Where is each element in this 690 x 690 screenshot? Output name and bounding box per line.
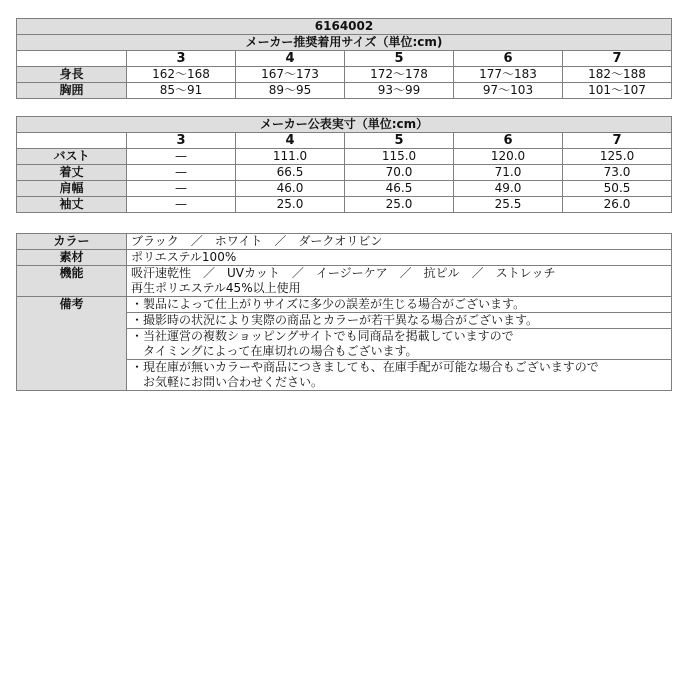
row-label-length: 着丈 (17, 165, 127, 181)
table-cell: 50.5 (563, 181, 672, 197)
table-row (17, 165, 672, 181)
table-cell: 73.0 (563, 165, 672, 181)
table-cell: 97〜103 (454, 83, 563, 99)
row-label-chest: 胸囲 (17, 83, 127, 99)
table-cell: 71.0 (454, 165, 563, 181)
note-line: ・製品によって仕上がりサイズに多少の誤差が生じる場合がございます。 (131, 297, 526, 311)
table-cell: 85〜91 (127, 83, 236, 99)
size-header: 4 (236, 133, 345, 149)
table-cell: 25.5 (454, 197, 563, 213)
note-line: ・現在庫が無いカラーや商品につきましても、在庫手配が可能な場合もございますので (131, 360, 599, 374)
row-label-sleeve: 袖丈 (17, 197, 127, 213)
size-header: 7 (563, 51, 672, 67)
table-row (17, 250, 672, 266)
table-cell: 177〜183 (454, 67, 563, 83)
product-info-table (16, 233, 672, 391)
color-value: ブラック ／ ホワイト ／ ダークオリビン (127, 234, 672, 250)
corner-cell (17, 133, 127, 149)
table-cell: 125.0 (563, 149, 672, 165)
row-label-bust: バスト (17, 149, 127, 165)
table-cell: 25.0 (236, 197, 345, 213)
function-value (127, 266, 672, 297)
function-line: 吸汗速乾性 ／ UVカット ／ イージーケア ／ 抗ピル ／ ストレッチ (131, 266, 556, 280)
function-line: 再生ポリエステル45%以上使用 (131, 281, 301, 295)
size-header: 5 (345, 133, 454, 149)
color-label: カラー (17, 234, 127, 250)
note-item (127, 329, 671, 360)
size-header: 7 (563, 133, 672, 149)
size-header: 3 (127, 133, 236, 149)
actual-measurement-title: メーカー公表実寸（単位:cm） (17, 117, 672, 133)
recommended-size-table (16, 18, 672, 99)
size-header: 6 (454, 133, 563, 149)
note-line: タイミングによって在庫切れの場合もございます。 (131, 344, 418, 358)
note-line: ・当社運営の複数ショッピングサイトでも同商品を掲載していますので (131, 329, 514, 343)
corner-cell (17, 51, 127, 67)
table-row (17, 149, 672, 165)
table-cell: — (127, 181, 236, 197)
function-label: 機能 (17, 266, 127, 297)
notes-label: 備考 (17, 297, 127, 391)
table-cell: 101〜107 (563, 83, 672, 99)
table-cell: — (127, 197, 236, 213)
table-row (17, 266, 672, 297)
table-cell: 89〜95 (236, 83, 345, 99)
table-cell: 115.0 (345, 149, 454, 165)
row-label-shoulder: 肩幅 (17, 181, 127, 197)
notes-list (127, 297, 672, 391)
product-code: 6164002 (17, 19, 672, 35)
table-cell: 182〜188 (563, 67, 672, 83)
table-cell: 66.5 (236, 165, 345, 181)
table-cell: 70.0 (345, 165, 454, 181)
table-row (17, 197, 672, 213)
table-cell: — (127, 149, 236, 165)
table-cell: 167〜173 (236, 67, 345, 83)
table-cell: 120.0 (454, 149, 563, 165)
table-cell: 26.0 (563, 197, 672, 213)
note-item (127, 313, 671, 329)
table-row (17, 181, 672, 197)
note-line: ・撮影時の状況により実際の商品とカラーが若干異なる場合がございます。 (131, 313, 539, 327)
table-cell: 25.0 (345, 197, 454, 213)
table-cell: 46.0 (236, 181, 345, 197)
size-header: 5 (345, 51, 454, 67)
size-header: 4 (236, 51, 345, 67)
row-label-height: 身長 (17, 67, 127, 83)
table-cell: — (127, 165, 236, 181)
note-line: お気軽にお問い合わせください。 (131, 375, 324, 389)
table-row (17, 83, 672, 99)
recommended-size-title: メーカー推奨着用サイズ（単位:cm) (17, 35, 672, 51)
table-row (17, 297, 672, 391)
table-cell: 49.0 (454, 181, 563, 197)
table-cell: 46.5 (345, 181, 454, 197)
table-cell: 162〜168 (127, 67, 236, 83)
table-cell: 93〜99 (345, 83, 454, 99)
material-label: 素材 (17, 250, 127, 266)
note-item (127, 297, 671, 313)
table-cell: 111.0 (236, 149, 345, 165)
size-header: 6 (454, 51, 563, 67)
note-item (127, 360, 671, 390)
table-row (17, 234, 672, 250)
material-value: ポリエステル100% (127, 250, 672, 266)
table-row (17, 67, 672, 83)
actual-measurement-table (16, 116, 672, 213)
size-header: 3 (127, 51, 236, 67)
table-cell: 172〜178 (345, 67, 454, 83)
